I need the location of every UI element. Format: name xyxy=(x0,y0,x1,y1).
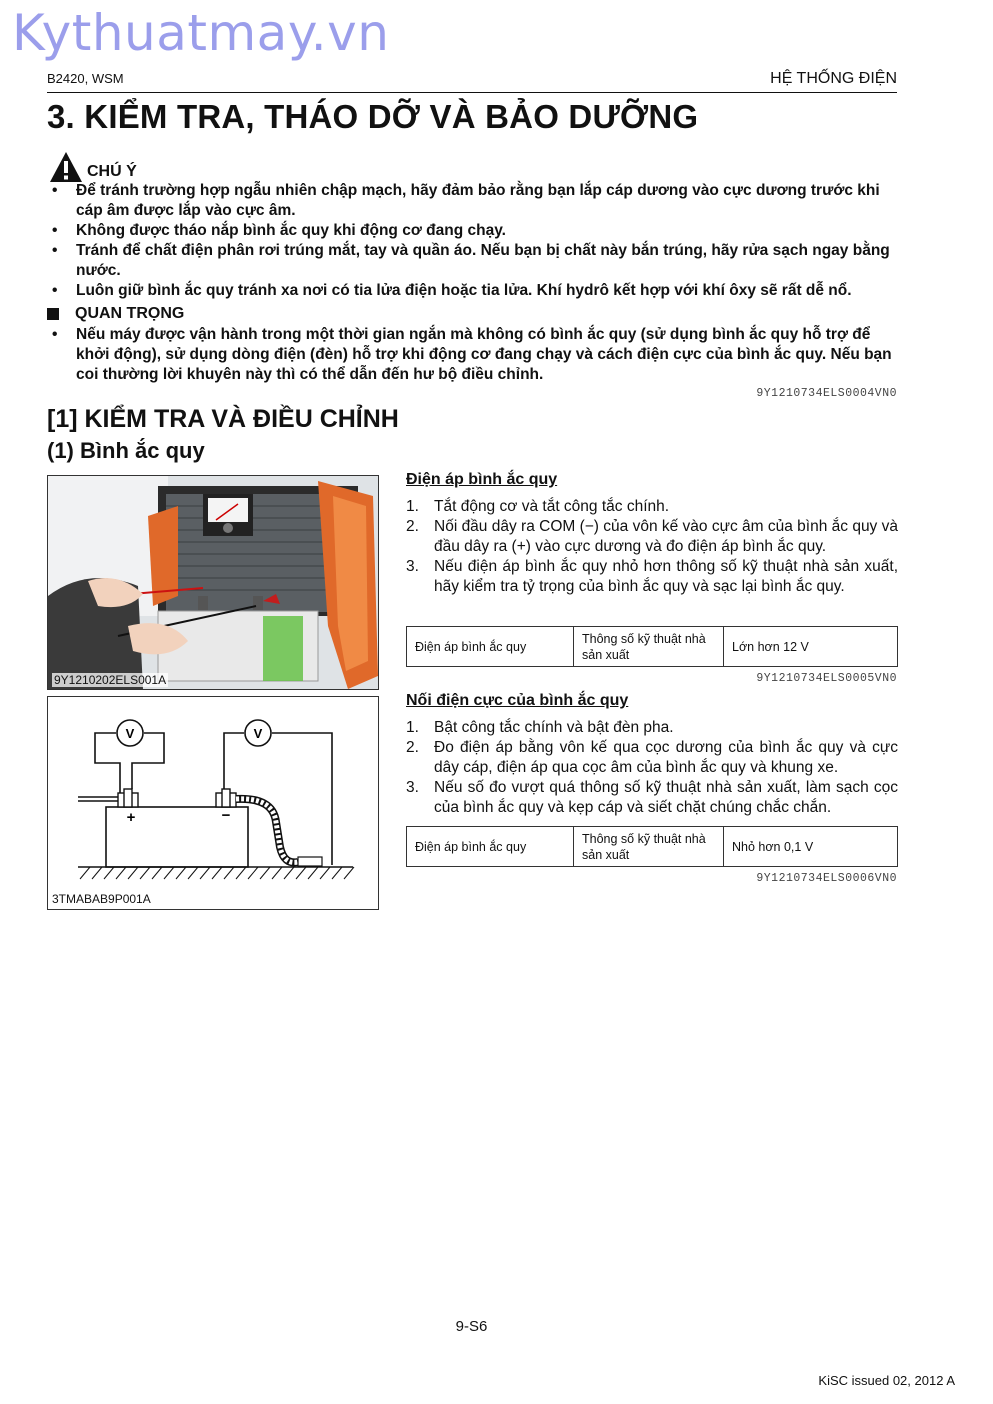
table-cell: Lớn hơn 12 V xyxy=(724,627,898,667)
caution-label: CHÚ Ý xyxy=(87,163,137,180)
battery-test-photo xyxy=(47,475,379,690)
reference-code: 9Y1210734ELS0006VN0 xyxy=(756,872,897,885)
section-heading: [1] KIỂM TRA VÀ ĐIỀU CHỈNH xyxy=(47,405,399,433)
subsection-heading: (1) Bình ắc quy xyxy=(47,438,205,463)
table-cell: Điện áp bình ắc quy xyxy=(407,827,574,867)
important-heading xyxy=(47,305,184,323)
list-item: 1. Bật công tắc chính và bật đèn pha. xyxy=(406,719,674,736)
photo-caption: 9Y1210202ELS001A xyxy=(54,673,167,687)
terminal-connection-heading: Nối điện cực của bình ắc quy xyxy=(406,692,629,709)
voltage-measurement-diagram xyxy=(47,696,379,910)
list-item: • Để tránh trường hợp ngẫu nhiên chập mạch, hãy đảm bảo rằng bạn lắp cáp dương vào cực dương trước khi cáp âm được lắp vào cực âm. xyxy=(52,182,880,219)
battery-voltage-steps xyxy=(406,497,898,597)
negative-terminal-label: − xyxy=(221,807,231,824)
page-title: 3. KIỂM TRA, THÁO DỠ VÀ BẢO DƯỠNG xyxy=(47,98,699,135)
voltmeter-symbol: V xyxy=(125,726,135,741)
list-item: 2. Đo điện áp bằng vôn kế qua cọc dương của bình ắc quy và cực dây cáp, điện áp qua cọc âm của bình ắc quy và khung xe. xyxy=(406,739,898,776)
voltmeter-symbol: V xyxy=(253,726,263,741)
list-item: 3. Nếu số đo vượt quá thông số kỹ thuật nhà sản xuất, làm sạch cọc của bình ắc quy và kẹp cáp và siết chặt chúng chắc chắn. xyxy=(406,779,898,816)
list-item: • Nếu máy được vận hành trong một thời gian ngắn mà không có bình ắc quy (sử dụng bình ắc quy hỗ trợ để khởi động), sử dụng dòng điện (đèn) hỗ trợ khi động cơ đang chạy và cách điện cực của bình ắc quy. Nếu bạn coi thường lời khuyên này thì có thể dẫn đến hư bộ điều chỉnh. xyxy=(52,326,892,383)
caution-list xyxy=(52,181,897,301)
reference-code: 9Y1210734ELS0004VN0 xyxy=(756,387,897,400)
header-divider xyxy=(47,92,897,93)
terminal-connection-section xyxy=(406,692,898,818)
table-cell: Nhỏ hơn 0,1 V xyxy=(724,827,898,867)
battery-voltage-spec-table xyxy=(406,626,898,667)
important-list xyxy=(52,325,897,385)
square-bullet-icon xyxy=(47,308,59,320)
important-label: QUAN TRỌNG xyxy=(75,305,185,322)
list-item: 3. Nếu điện áp bình ắc quy nhỏ hơn thông số kỹ thuật nhà sản xuất, hãy kiểm tra tỷ trọng của bình ắc quy và sạc lại bình ắc quy. xyxy=(406,558,898,595)
header-chapter: HỆ THỐNG ĐIỆN xyxy=(770,70,897,87)
page-number: 9-S6 xyxy=(455,1318,488,1335)
terminal-connection-steps xyxy=(406,718,898,818)
table-cell: Thông số kỹ thuật nhà sản xuất xyxy=(574,627,724,667)
list-item: • Luôn giữ bình ắc quy tránh xa nơi có tia lửa điện hoặc tia lửa. Khí hydrô kết hợp với khí ôxy sẽ rất dễ nổ. xyxy=(52,282,852,299)
warning-triangle-icon xyxy=(49,151,83,183)
photo-illustration xyxy=(48,476,378,689)
battery-voltage-heading: Điện áp bình ắc quy xyxy=(406,471,558,488)
positive-terminal-label: + xyxy=(126,809,136,826)
watermark-logo: Kythuatmay.vn xyxy=(12,4,390,62)
list-item: • Tránh để chất điện phân rơi trúng mắt, tay và quần áo. Nếu bạn bị chất này bắn trúng, hãy rửa sạch ngay bằng nước. xyxy=(52,242,890,279)
terminal-connection-spec-table xyxy=(406,826,898,867)
list-item: • Không được tháo nắp bình ắc quy khi động cơ đang chạy. xyxy=(52,222,506,239)
reference-code: 9Y1210734ELS0005VN0 xyxy=(756,672,897,685)
battery-wiring-diagram xyxy=(48,697,378,909)
issue-note: KiSC issued 02, 2012 A xyxy=(818,1373,955,1388)
table-cell: Thông số kỹ thuật nhà sản xuất xyxy=(574,827,724,867)
table-row xyxy=(407,827,898,867)
list-item: 1. Tắt động cơ và tắt công tắc chính. xyxy=(406,498,670,515)
table-cell: Điện áp bình ắc quy xyxy=(407,627,574,667)
table-row xyxy=(407,627,898,667)
header-model: B2420, WSM xyxy=(47,71,124,86)
diagram-caption: 3TMABAB9P001A xyxy=(52,892,151,906)
list-item: 2. Nối đầu dây ra COM (−) của vôn kế vào cực âm của bình ắc quy và đầu dây ra (+) vào cực dương và đo điện áp bình ắc quy. xyxy=(406,518,898,555)
battery-voltage-section xyxy=(406,471,898,597)
caution-heading xyxy=(49,149,137,183)
